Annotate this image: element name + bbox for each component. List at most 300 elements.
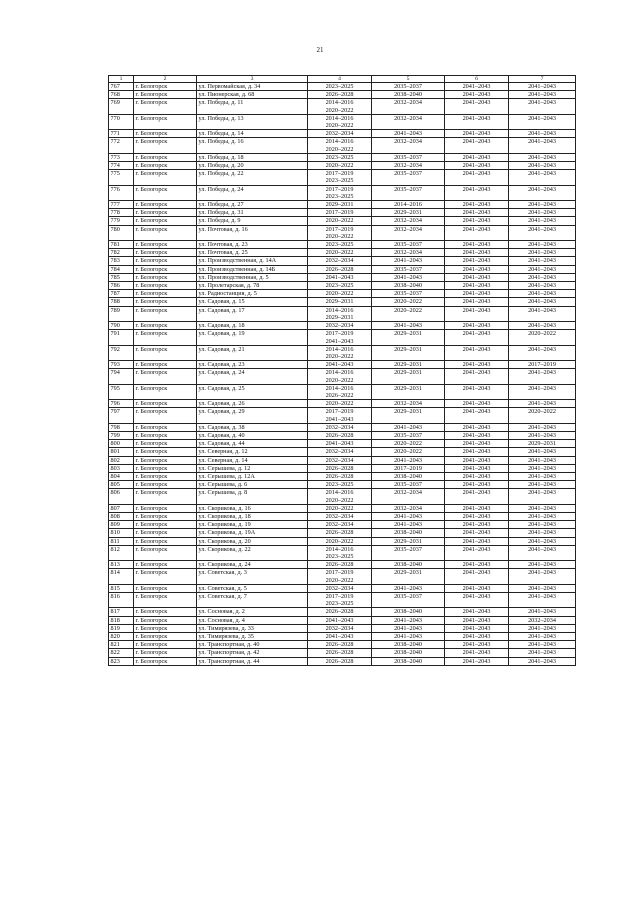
schedule-table [108,75,576,666]
period-line: 2029–2031 [325,313,354,321]
table-row [109,561,576,569]
period-line: 2032–2034 [325,584,354,592]
table-row [109,521,576,529]
period-line: 2023–2025 [325,481,354,489]
address-cell: ул. Скорикова, д. 16 [197,504,308,512]
period-cell-6: 2041–2043 [445,114,509,129]
city-cell: г. Белогорск [134,217,197,225]
address-cell: ул. Садовая, д. 44 [197,440,308,448]
period-cell-5: 2041–2043 [372,456,445,464]
period-cell-4 [308,201,372,209]
period-line: 2023–2025 [325,153,354,161]
row-number-cell: 779 [109,217,134,225]
table-row [109,657,576,665]
table-row [109,361,576,369]
period-line: 2014–2016 [325,306,354,314]
row-number-cell: 805 [109,481,134,489]
period-cell-7: 2041–2043 [509,290,576,298]
address-cell: ул. Садовая, д. 25 [197,384,308,399]
period-cell-7: 2017–2019 [509,361,576,369]
city-cell: г. Белогорск [134,282,197,290]
city-cell: г. Белогорск [134,249,197,257]
period-line: 2026–2028 [325,649,354,657]
period-cell-6: 2041–2043 [445,330,509,345]
period-cell-7: 2032–2034 [509,616,576,624]
period-cell-4 [308,345,372,360]
period-cell-5: 2029–2031 [372,361,445,369]
row-number-cell: 774 [109,162,134,170]
period-cell-5: 2041–2043 [372,616,445,624]
period-cell-5: 2032–2034 [372,114,445,129]
period-cell-4 [308,298,372,306]
period-cell-6: 2041–2043 [445,153,509,161]
period-cell-6: 2041–2043 [445,616,509,624]
period-cell-6: 2041–2043 [445,569,509,584]
city-cell: г. Белогорск [134,322,197,330]
address-cell: ул. Победы, д. 11 [197,99,308,114]
table-row [109,512,576,520]
period-cell-7: 2041–2043 [509,384,576,399]
table-row [109,641,576,649]
city-cell: г. Белогорск [134,504,197,512]
period-cell-6: 2041–2043 [445,249,509,257]
period-cell-7: 2041–2043 [509,521,576,529]
address-cell: ул. Победы, д. 18 [197,153,308,161]
city-cell: г. Белогорск [134,569,197,584]
table-row [109,649,576,657]
period-cell-5: 2020–2022 [372,440,445,448]
period-cell-5: 2035–2037 [372,593,445,608]
table-row [109,249,576,257]
period-line: 2014–2016 [325,99,354,107]
period-cell-7: 2041–2043 [509,489,576,504]
period-cell-6: 2041–2043 [445,298,509,306]
period-line: 2032–2034 [325,322,354,330]
table-row [109,593,576,608]
period-cell-7: 2041–2043 [509,345,576,360]
table-row [109,545,576,560]
city-cell: г. Белогорск [134,114,197,129]
period-cell-6: 2041–2043 [445,91,509,99]
period-cell-6: 2041–2043 [445,400,509,408]
period-cell-4 [308,512,372,520]
address-cell: ул. Производственная, д. 14Б [197,265,308,273]
period-line: 2017–2019 [325,408,354,416]
city-cell: г. Белогорск [134,431,197,439]
address-cell: ул. Пролетарская, д. 78 [197,282,308,290]
address-cell: ул. Северная, д. 14 [197,456,308,464]
period-cell-5: 2041–2043 [372,521,445,529]
period-cell-5: 2029–2031 [372,345,445,360]
period-cell-4 [308,584,372,592]
period-cell-5: 2029–2031 [372,330,445,345]
period-cell-4 [308,593,372,608]
period-cell-5: 2035–2037 [372,185,445,200]
city-cell: г. Белогорск [134,561,197,569]
address-cell: ул. Пионерская, д. 68 [197,91,308,99]
period-line: 2026–2028 [325,91,354,99]
period-line: 2023–2025 [325,83,354,90]
period-line: 2023–2025 [325,241,354,249]
address-cell: ул. Садовая, д. 24 [197,369,308,384]
row-number-cell: 796 [109,400,134,408]
period-cell-5: 2038–2040 [372,561,445,569]
period-cell-7: 2041–2043 [509,481,576,489]
period-cell-5: 2038–2040 [372,529,445,537]
period-cell-4 [308,384,372,399]
period-line: 2020–2022 [325,576,354,584]
period-cell-6: 2041–2043 [445,257,509,265]
row-number-cell: 772 [109,138,134,153]
period-cell-7: 2041–2043 [509,83,576,91]
period-line: 2029–2031 [325,201,354,209]
period-line: 2014–2016 [325,345,354,353]
period-cell-4 [308,290,372,298]
address-cell: ул. Садовая, д. 19 [197,330,308,345]
address-cell: ул. Производственная, д. 5 [197,273,308,281]
period-cell-5: 2032–2034 [372,217,445,225]
row-number-cell: 795 [109,384,134,399]
period-cell-6: 2041–2043 [445,521,509,529]
table-row [109,624,576,632]
period-cell-6: 2041–2043 [445,130,509,138]
row-number-cell: 786 [109,282,134,290]
city-cell: г. Белогорск [134,593,197,608]
row-number-cell: 776 [109,185,134,200]
period-cell-6: 2041–2043 [445,504,509,512]
city-cell: г. Белогорск [134,138,197,153]
period-cell-7: 2041–2043 [509,448,576,456]
period-cell-5: 2035–2037 [372,241,445,249]
address-cell: ул. Садовая, д. 38 [197,423,308,431]
city-cell: г. Белогорск [134,361,197,369]
period-line: 2020–2022 [325,249,354,257]
address-cell: ул. Победы, д. 13 [197,114,308,129]
city-cell: г. Белогорск [134,265,197,273]
address-cell: ул. Садовая, д. 29 [197,408,308,423]
address-cell: ул. Транспортная, д. 42 [197,649,308,657]
period-cell-5: 2029–2031 [372,408,445,423]
period-line: 2026–2028 [325,472,354,480]
city-cell: г. Белогорск [134,306,197,321]
period-cell-6: 2041–2043 [445,99,509,114]
period-cell-6: 2041–2043 [445,138,509,153]
city-cell: г. Белогорск [134,521,197,529]
period-cell-5: 2035–2037 [372,83,445,91]
table-row [109,472,576,480]
period-cell-4 [308,185,372,200]
period-cell-4 [308,306,372,321]
row-number-cell: 807 [109,504,134,512]
city-cell: г. Белогорск [134,649,197,657]
period-cell-6: 2041–2043 [445,456,509,464]
row-number-cell: 799 [109,431,134,439]
period-cell-5: 2029–2031 [372,209,445,217]
period-cell-5: 2029–2031 [372,569,445,584]
period-cell-7: 2041–2043 [509,185,576,200]
city-cell: г. Белогорск [134,241,197,249]
city-cell: г. Белогорск [134,440,197,448]
period-line: 2032–2034 [325,257,354,265]
period-cell-7: 2041–2043 [509,153,576,161]
period-cell-5: 2041–2043 [372,273,445,281]
period-line: 2032–2034 [325,521,354,529]
address-cell: ул. Садовая, д. 18 [197,322,308,330]
period-line: 2017–2019 [325,225,354,233]
period-cell-4 [308,330,372,345]
period-cell-6: 2041–2043 [445,423,509,431]
period-cell-4 [308,464,372,472]
row-number-cell: 823 [109,657,134,665]
period-cell-5: 2038–2040 [372,649,445,657]
period-cell-6: 2041–2043 [445,657,509,665]
period-cell-7: 2041–2043 [509,162,576,170]
city-cell: г. Белогорск [134,529,197,537]
row-number-cell: 787 [109,290,134,298]
period-cell-6: 2041–2043 [445,649,509,657]
period-line: 2014–2016 [325,384,354,392]
table-row [109,138,576,153]
city-cell: г. Белогорск [134,624,197,632]
period-cell-5: 2020–2022 [372,298,445,306]
table-row [109,306,576,321]
period-cell-7: 2041–2043 [509,91,576,99]
period-cell-4 [308,423,372,431]
period-line: 2026–2028 [325,608,354,616]
address-cell: ул. Победы, д. 24 [197,185,308,200]
period-cell-4 [308,209,372,217]
city-cell: г. Белогорск [134,537,197,545]
period-line: 2023–2025 [325,552,354,560]
period-line: 2026–2028 [325,561,354,569]
city-cell: г. Белогорск [134,423,197,431]
row-number-cell: 812 [109,545,134,560]
address-cell: ул. Победы, д. 31 [197,209,308,217]
city-cell: г. Белогорск [134,481,197,489]
period-cell-5: 2038–2040 [372,608,445,616]
period-cell-7: 2041–2043 [509,649,576,657]
period-cell-4 [308,537,372,545]
row-number-cell: 818 [109,616,134,624]
row-number-cell: 770 [109,114,134,129]
period-cell-7: 2041–2043 [509,241,576,249]
period-cell-4 [308,608,372,616]
period-cell-5: 2035–2037 [372,153,445,161]
address-cell: ул. Садовая, д. 21 [197,345,308,360]
period-cell-7: 2041–2043 [509,138,576,153]
period-cell-5: 2035–2037 [372,290,445,298]
address-cell: ул. Сосновая, д. 2 [197,608,308,616]
period-cell-6: 2041–2043 [445,170,509,185]
period-cell-5: 2029–2031 [372,369,445,384]
city-cell: г. Белогорск [134,201,197,209]
period-line: 2041–2043 [325,440,354,448]
period-cell-4 [308,400,372,408]
table-row [109,225,576,240]
row-number-cell: 790 [109,322,134,330]
address-cell: ул. Победы, д. 22 [197,170,308,185]
city-cell: г. Белогорск [134,298,197,306]
row-number-cell: 814 [109,569,134,584]
period-cell-7: 2041–2043 [509,512,576,520]
period-line: 2020–2022 [325,504,354,512]
row-number-cell: 801 [109,448,134,456]
period-cell-5: 2032–2034 [372,99,445,114]
address-cell: ул. Садовая, д. 17 [197,306,308,321]
period-line: 2041–2043 [325,273,354,281]
period-line: 2017–2019 [325,209,354,217]
city-cell: г. Белогорск [134,369,197,384]
row-number-cell: 809 [109,521,134,529]
period-cell-4 [308,130,372,138]
period-cell-7: 2041–2043 [509,201,576,209]
address-cell: ул. Серышева, д. 12 [197,464,308,472]
period-line: 2020–2022 [325,537,354,545]
period-line: 2017–2019 [325,170,354,178]
city-cell: г. Белогорск [134,170,197,185]
period-line: 2023–2025 [325,177,354,185]
period-cell-6: 2041–2043 [445,185,509,200]
period-cell-5: 2032–2034 [372,225,445,240]
period-cell-4 [308,170,372,185]
period-cell-7: 2041–2043 [509,114,576,129]
address-cell: ул. Советская, д. 5 [197,584,308,592]
period-line: 2026–2028 [325,657,354,665]
period-cell-4 [308,265,372,273]
address-cell: ул. Производственная, д. 14А [197,257,308,265]
period-cell-6: 2041–2043 [445,290,509,298]
period-cell-5: 2035–2037 [372,481,445,489]
address-cell: ул. Скорикова, д. 18 [197,512,308,520]
period-cell-4 [308,249,372,257]
address-cell: ул. Серышева, д. 6 [197,481,308,489]
row-number-cell: 821 [109,641,134,649]
period-line: 2041–2043 [325,361,354,369]
table-row [109,448,576,456]
period-cell-6: 2041–2043 [445,641,509,649]
period-cell-5: 2035–2037 [372,431,445,439]
table-row [109,201,576,209]
row-number-cell: 769 [109,99,134,114]
period-line: 2014–2016 [325,545,354,553]
period-line: 2020–2022 [325,352,354,360]
row-number-cell: 794 [109,369,134,384]
row-number-cell: 791 [109,330,134,345]
period-cell-5: 2038–2040 [372,657,445,665]
period-cell-7: 2029–2031 [509,440,576,448]
period-cell-7: 2041–2043 [509,282,576,290]
table-header-row [109,76,576,83]
period-cell-7: 2041–2043 [509,472,576,480]
table-row [109,330,576,345]
period-cell-6: 2041–2043 [445,273,509,281]
city-cell: г. Белогорск [134,345,197,360]
row-number-cell: 788 [109,298,134,306]
city-cell: г. Белогорск [134,545,197,560]
address-cell: ул. Скорикова, д. 24 [197,561,308,569]
row-number-cell: 777 [109,201,134,209]
column-header: 6 [445,76,509,83]
period-cell-4 [308,369,372,384]
row-number-cell: 775 [109,170,134,185]
address-cell: ул. Садовая, д. 23 [197,361,308,369]
period-line: 2020–2022 [325,290,354,298]
row-number-cell: 816 [109,593,134,608]
period-cell-4 [308,282,372,290]
city-cell: г. Белогорск [134,209,197,217]
period-cell-6: 2041–2043 [445,384,509,399]
period-line: 2026–2028 [325,529,354,537]
table-row [109,298,576,306]
period-cell-4 [308,114,372,129]
table-row [109,369,576,384]
city-cell: г. Белогорск [134,633,197,641]
period-cell-7: 2041–2043 [509,257,576,265]
period-cell-6: 2041–2043 [445,201,509,209]
period-cell-7: 2041–2043 [509,130,576,138]
city-cell: г. Белогорск [134,641,197,649]
period-line: 2020–2022 [325,162,354,170]
period-cell-4 [308,649,372,657]
address-cell: ул. Советская, д. 3 [197,569,308,584]
period-cell-7: 2041–2043 [509,464,576,472]
period-cell-5: 2032–2034 [372,138,445,153]
period-line: 2026–2028 [325,265,354,273]
address-cell: ул. Садовая, д. 40 [197,431,308,439]
table-row [109,431,576,439]
address-cell: ул. Победы, д. 20 [197,162,308,170]
period-line: 2041–2043 [325,633,354,641]
column-header: 7 [509,76,576,83]
period-cell-6: 2041–2043 [445,489,509,504]
table-row [109,282,576,290]
row-number-cell: 768 [109,91,134,99]
period-cell-5: 2041–2043 [372,584,445,592]
address-cell: ул. Садовая, д. 26 [197,400,308,408]
period-cell-6: 2041–2043 [445,481,509,489]
period-cell-4 [308,448,372,456]
period-cell-4 [308,217,372,225]
row-number-cell: 785 [109,273,134,281]
period-line: 2026–2022 [325,391,354,399]
period-cell-6: 2041–2043 [445,225,509,240]
period-cell-4 [308,241,372,249]
city-cell: г. Белогорск [134,616,197,624]
period-cell-4 [308,83,372,91]
period-cell-7: 2041–2043 [509,423,576,431]
table-row [109,616,576,624]
table-row [109,529,576,537]
city-cell: г. Белогорск [134,608,197,616]
period-cell-5: 2041–2043 [372,423,445,431]
city-cell: г. Белогорск [134,225,197,240]
city-cell: г. Белогорск [134,584,197,592]
table-row [109,569,576,584]
table-row [109,384,576,399]
address-cell: ул. Почтовая, д. 16 [197,225,308,240]
row-number-cell: 793 [109,361,134,369]
period-cell-7: 2041–2043 [509,529,576,537]
period-cell-5: 2032–2034 [372,504,445,512]
row-number-cell: 810 [109,529,134,537]
period-line: 2023–2025 [325,282,354,290]
period-cell-6: 2041–2043 [445,537,509,545]
period-cell-6: 2041–2043 [445,464,509,472]
period-cell-4 [308,322,372,330]
period-cell-7: 2041–2043 [509,456,576,464]
address-cell: ул. Сосновая, д. 4 [197,616,308,624]
period-line: 2029–2031 [325,298,354,306]
